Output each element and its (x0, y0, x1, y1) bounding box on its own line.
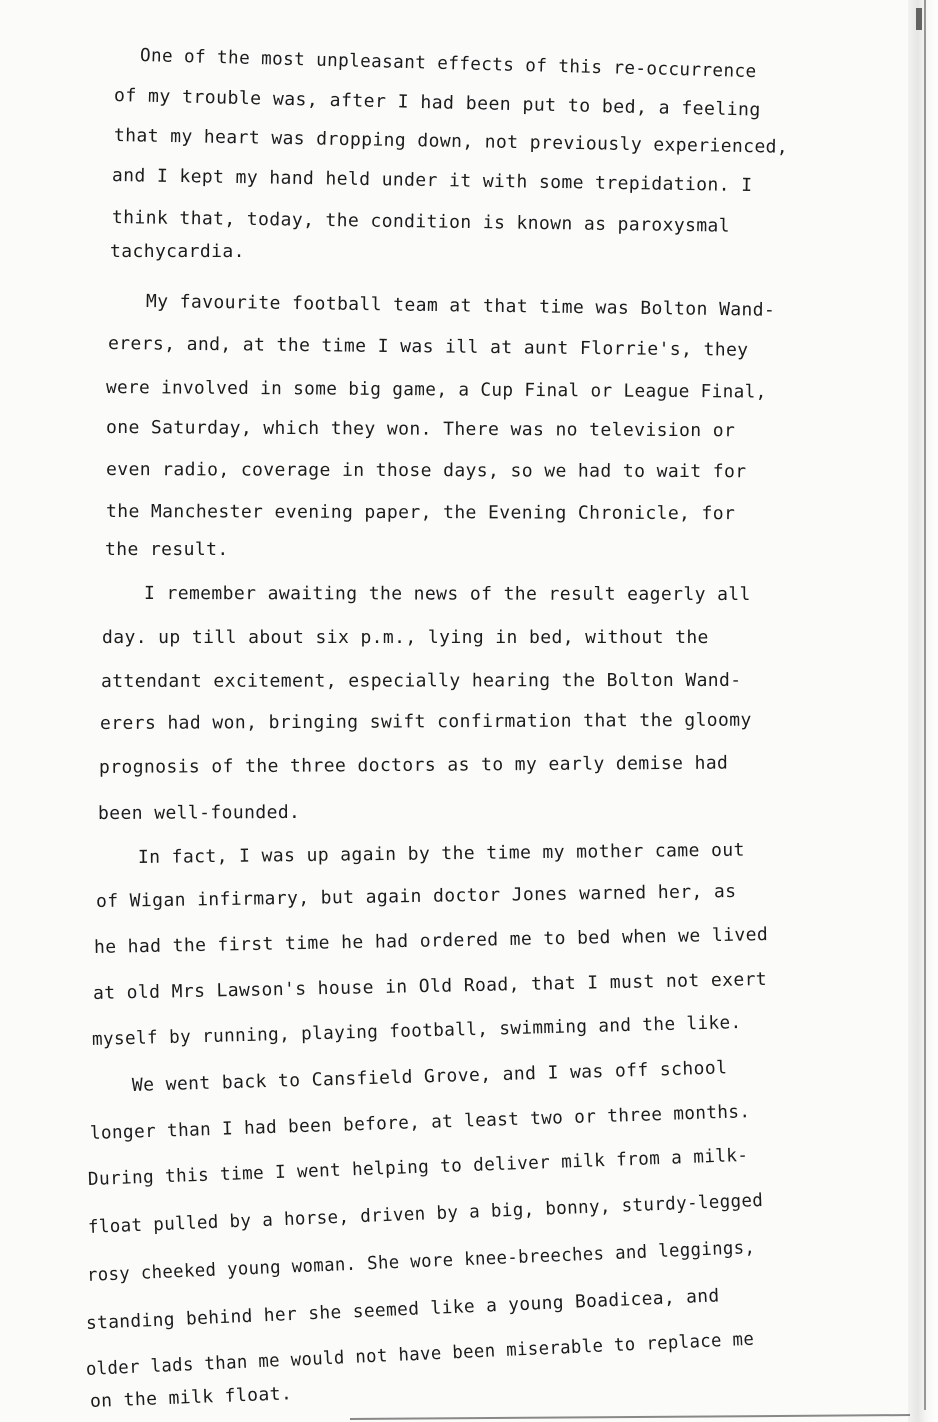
text-line: been well-founded. (97, 801, 301, 824)
text-line: During this time I went helping to deliver milk from a milk- (87, 1144, 749, 1190)
page-bottom-edge (350, 1414, 910, 1420)
text-line: of Wigan infirmary, but again doctor Jones warned her, as (95, 880, 737, 912)
page-edge-line (924, 0, 926, 1410)
text-line: erers, and, at the time I was ill at aunt Florrie's, they (107, 333, 749, 361)
text-line: the Manchester evening paper, the Evening Chronicle, for (105, 501, 736, 525)
text-line: prognosis of the three doctors as to my early demise had (98, 752, 729, 778)
text-line: tachycardia. (110, 241, 245, 262)
text-line: even radio, coverage in those days, so we had to wait for (105, 459, 747, 483)
text-line: of my trouble was, after I had been put to bed, a feeling (113, 85, 762, 121)
text-line: one Saturday, which they won. There was no television or (105, 417, 736, 442)
text-line: at old Mrs Lawson's house in Old Road, that I must not exert (92, 968, 768, 1004)
text-line: longer than I had been before, at least two or three months. (89, 1101, 751, 1144)
text-line: he had the first time he had ordered me to bed when we lived (93, 924, 769, 958)
text-line: standing behind her she seemed like a young Boadicea, and (85, 1285, 720, 1334)
text-line: One of the most unpleasant effects of this re-occurrence (139, 45, 757, 83)
text-line: We went back to Cansfield Grove, and I was off school (131, 1057, 728, 1096)
text-line: attendant excitement, especially hearing the Bolton Wand- (100, 669, 742, 692)
text-line: rosy cheeked young woman. She wore knee-breeches and leggings, (86, 1237, 756, 1286)
text-line: on the milk float. (89, 1383, 293, 1412)
page-stack-edge (908, 0, 938, 1422)
text-line: I remember awaiting the news of the result eagerly all (143, 583, 751, 606)
text-line: erers had won, bringing swift confirmation that the gloomy (99, 709, 752, 734)
text-line: think that, today, the condition is known as paroxysmal (111, 207, 731, 237)
page-edge-mark (916, 8, 922, 30)
text-line: float pulled by a horse, driven by a big, bonny, sturdy-legged (87, 1189, 764, 1238)
text-line: day. up till about six p.m., lying in bed, without the (102, 627, 709, 648)
text-line: were involved in some big game, a Cup Final or League Final, (105, 377, 767, 403)
text-line: myself by running, playing football, swimming and the like. (91, 1011, 742, 1050)
text-line: the result. (105, 539, 229, 560)
text-line: that my heart was dropping down, not previously experienced, (113, 125, 789, 158)
text-line: and I kept my hand held under it with some trepidation. I (111, 165, 753, 197)
text-line: older lads than me would not have been miserable to replace me (85, 1328, 755, 1380)
text-line: My favourite football team at that time was Bolton Wand- (145, 291, 776, 321)
text-line: In fact, I was up again by the time my mother came out (137, 839, 745, 868)
